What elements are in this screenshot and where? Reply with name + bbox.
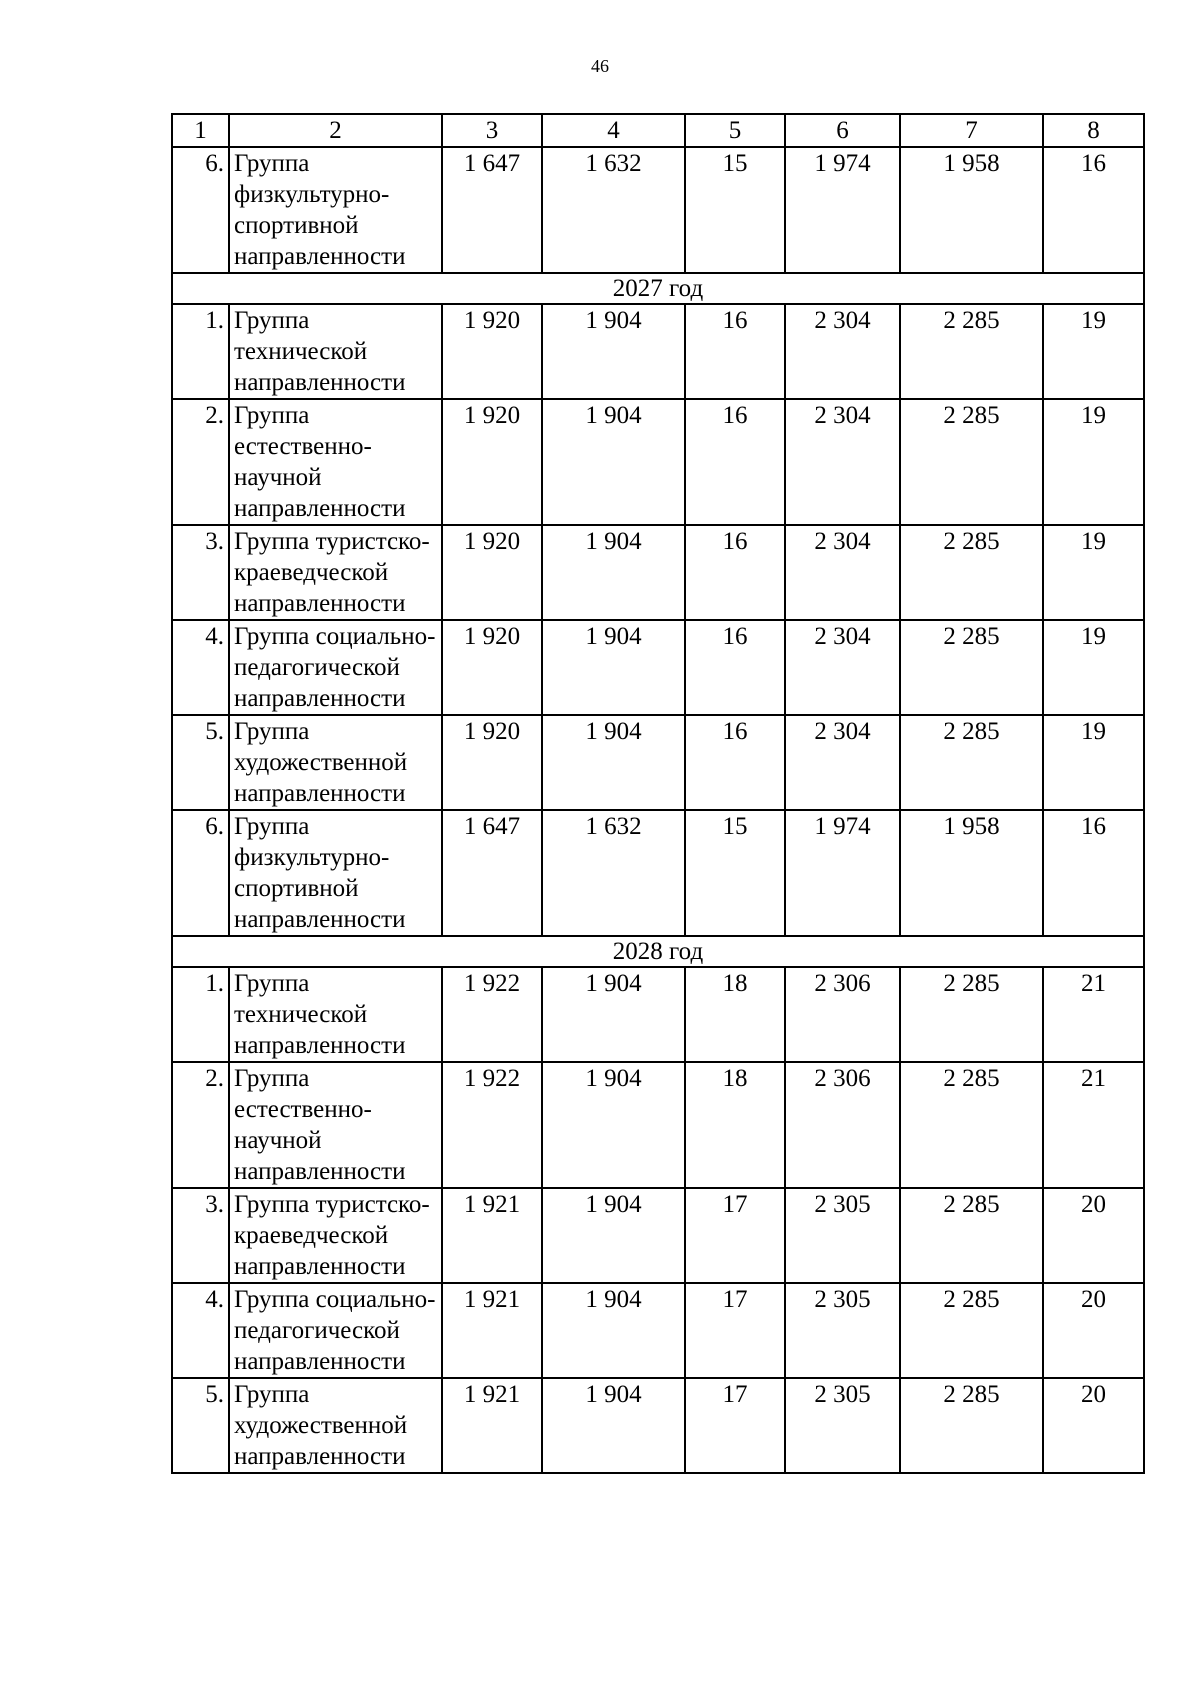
- value-cell: 2 304: [785, 525, 900, 620]
- group-name: Группа физкультурно-спортивной направленности: [229, 147, 442, 273]
- value-cell: 2 304: [785, 620, 900, 715]
- group-name: Группа технической направленности: [229, 304, 442, 399]
- table-row: [172, 525, 1144, 620]
- row-number: 4.: [172, 1283, 229, 1378]
- value-cell: 17: [685, 1283, 785, 1378]
- value-cell: 16: [1043, 810, 1144, 936]
- value-cell: 1 904: [542, 967, 685, 1062]
- value-cell: 2 285: [900, 1188, 1043, 1283]
- table-row: [172, 1062, 1144, 1188]
- table-row: [172, 399, 1144, 525]
- header-cell: 4: [542, 114, 685, 147]
- value-cell: 2 306: [785, 967, 900, 1062]
- value-cell: 2 285: [900, 525, 1043, 620]
- group-name: Группа социально-педагогической направленности: [229, 620, 442, 715]
- value-cell: 1 904: [542, 715, 685, 810]
- value-cell: 1 904: [542, 620, 685, 715]
- header-cell: 3: [442, 114, 542, 147]
- value-cell: 19: [1043, 399, 1144, 525]
- value-cell: 21: [1043, 967, 1144, 1062]
- value-cell: 1 904: [542, 1188, 685, 1283]
- group-name: Группа туристско-краеведческой направленности: [229, 1188, 442, 1283]
- value-cell: 1 922: [442, 1062, 542, 1188]
- year-section-row: [172, 273, 1144, 304]
- value-cell: 16: [685, 525, 785, 620]
- value-cell: 1 904: [542, 525, 685, 620]
- header-cell: 8: [1043, 114, 1144, 147]
- value-cell: 2 285: [900, 620, 1043, 715]
- value-cell: 16: [685, 620, 785, 715]
- value-cell: 19: [1043, 715, 1144, 810]
- value-cell: 20: [1043, 1283, 1144, 1378]
- value-cell: 2 285: [900, 967, 1043, 1062]
- value-cell: 1 974: [785, 147, 900, 273]
- group-name: Группа естественно-научной направленности: [229, 1062, 442, 1188]
- value-cell: 2 285: [900, 304, 1043, 399]
- value-cell: 2 306: [785, 1062, 900, 1188]
- value-cell: 1 920: [442, 620, 542, 715]
- header-cell: 5: [685, 114, 785, 147]
- row-number: 5.: [172, 715, 229, 810]
- value-cell: 1 904: [542, 1283, 685, 1378]
- row-number: 5.: [172, 1378, 229, 1473]
- value-cell: 19: [1043, 620, 1144, 715]
- table-row: [172, 1378, 1144, 1473]
- row-number: 2.: [172, 1062, 229, 1188]
- value-cell: 2 304: [785, 715, 900, 810]
- row-number: 6.: [172, 147, 229, 273]
- row-number: 3.: [172, 1188, 229, 1283]
- value-cell: 1 920: [442, 399, 542, 525]
- value-cell: 18: [685, 1062, 785, 1188]
- value-cell: 2 285: [900, 1283, 1043, 1378]
- row-number: 1.: [172, 304, 229, 399]
- year-label: 2028 год: [172, 936, 1144, 967]
- value-cell: 2 285: [900, 1378, 1043, 1473]
- table-row: [172, 715, 1144, 810]
- value-cell: 1 920: [442, 525, 542, 620]
- value-cell: 1 921: [442, 1283, 542, 1378]
- value-cell: 15: [685, 147, 785, 273]
- row-number: 6.: [172, 810, 229, 936]
- value-cell: 1 958: [900, 147, 1043, 273]
- value-cell: 1 904: [542, 1378, 685, 1473]
- value-cell: 2 305: [785, 1378, 900, 1473]
- row-number: 4.: [172, 620, 229, 715]
- value-cell: 16: [685, 715, 785, 810]
- value-cell: 1 904: [542, 399, 685, 525]
- value-cell: 1 647: [442, 147, 542, 273]
- value-cell: 16: [1043, 147, 1144, 273]
- row-number: 3.: [172, 525, 229, 620]
- group-name: Группа естественно-научной направленности: [229, 399, 442, 525]
- value-cell: 20: [1043, 1378, 1144, 1473]
- table-row: [172, 1188, 1144, 1283]
- row-number: 2.: [172, 399, 229, 525]
- value-cell: 17: [685, 1188, 785, 1283]
- header-cell: 6: [785, 114, 900, 147]
- value-cell: 21: [1043, 1062, 1144, 1188]
- value-cell: 19: [1043, 525, 1144, 620]
- value-cell: 19: [1043, 304, 1144, 399]
- table-row: [172, 810, 1144, 936]
- table-header-row: [172, 114, 1144, 147]
- value-cell: 16: [685, 304, 785, 399]
- group-name: Группа художественной направленности: [229, 1378, 442, 1473]
- header-cell: 7: [900, 114, 1043, 147]
- value-cell: 2 285: [900, 1062, 1043, 1188]
- group-name: Группа физкультурно-спортивной направленности: [229, 810, 442, 936]
- value-cell: 1 920: [442, 304, 542, 399]
- value-cell: 1 904: [542, 1062, 685, 1188]
- value-cell: 2 285: [900, 399, 1043, 525]
- value-cell: 1 921: [442, 1378, 542, 1473]
- table-row: [172, 304, 1144, 399]
- value-cell: 1 958: [900, 810, 1043, 936]
- value-cell: 1 920: [442, 715, 542, 810]
- value-cell: 2 304: [785, 399, 900, 525]
- value-cell: 2 304: [785, 304, 900, 399]
- year-section-row: [172, 936, 1144, 967]
- header-cell: 1: [172, 114, 229, 147]
- group-name: Группа художественной направленности: [229, 715, 442, 810]
- header-cell: 2: [229, 114, 442, 147]
- year-label: 2027 год: [172, 273, 1144, 304]
- value-cell: 1 921: [442, 1188, 542, 1283]
- value-cell: 2 305: [785, 1188, 900, 1283]
- value-cell: 2 305: [785, 1283, 900, 1378]
- value-cell: 16: [685, 399, 785, 525]
- table-row: [172, 147, 1144, 273]
- group-name: Группа туристско-краеведческой направленности: [229, 525, 442, 620]
- page-number: 46: [591, 56, 609, 76]
- value-cell: 1 974: [785, 810, 900, 936]
- value-cell: 15: [685, 810, 785, 936]
- value-cell: 1 647: [442, 810, 542, 936]
- value-cell: 2 285: [900, 715, 1043, 810]
- value-cell: 1 904: [542, 304, 685, 399]
- group-name: Группа социально-педагогической направленности: [229, 1283, 442, 1378]
- table-body: [172, 114, 1144, 1473]
- row-number: 1.: [172, 967, 229, 1062]
- table-row: [172, 967, 1144, 1062]
- value-cell: 18: [685, 967, 785, 1062]
- table-row: [172, 1283, 1144, 1378]
- value-cell: 20: [1043, 1188, 1144, 1283]
- value-cell: 1 632: [542, 147, 685, 273]
- value-cell: 1 632: [542, 810, 685, 936]
- value-cell: 17: [685, 1378, 785, 1473]
- data-table: [171, 113, 1145, 1474]
- group-name: Группа технической направленности: [229, 967, 442, 1062]
- table-row: [172, 620, 1144, 715]
- value-cell: 1 922: [442, 967, 542, 1062]
